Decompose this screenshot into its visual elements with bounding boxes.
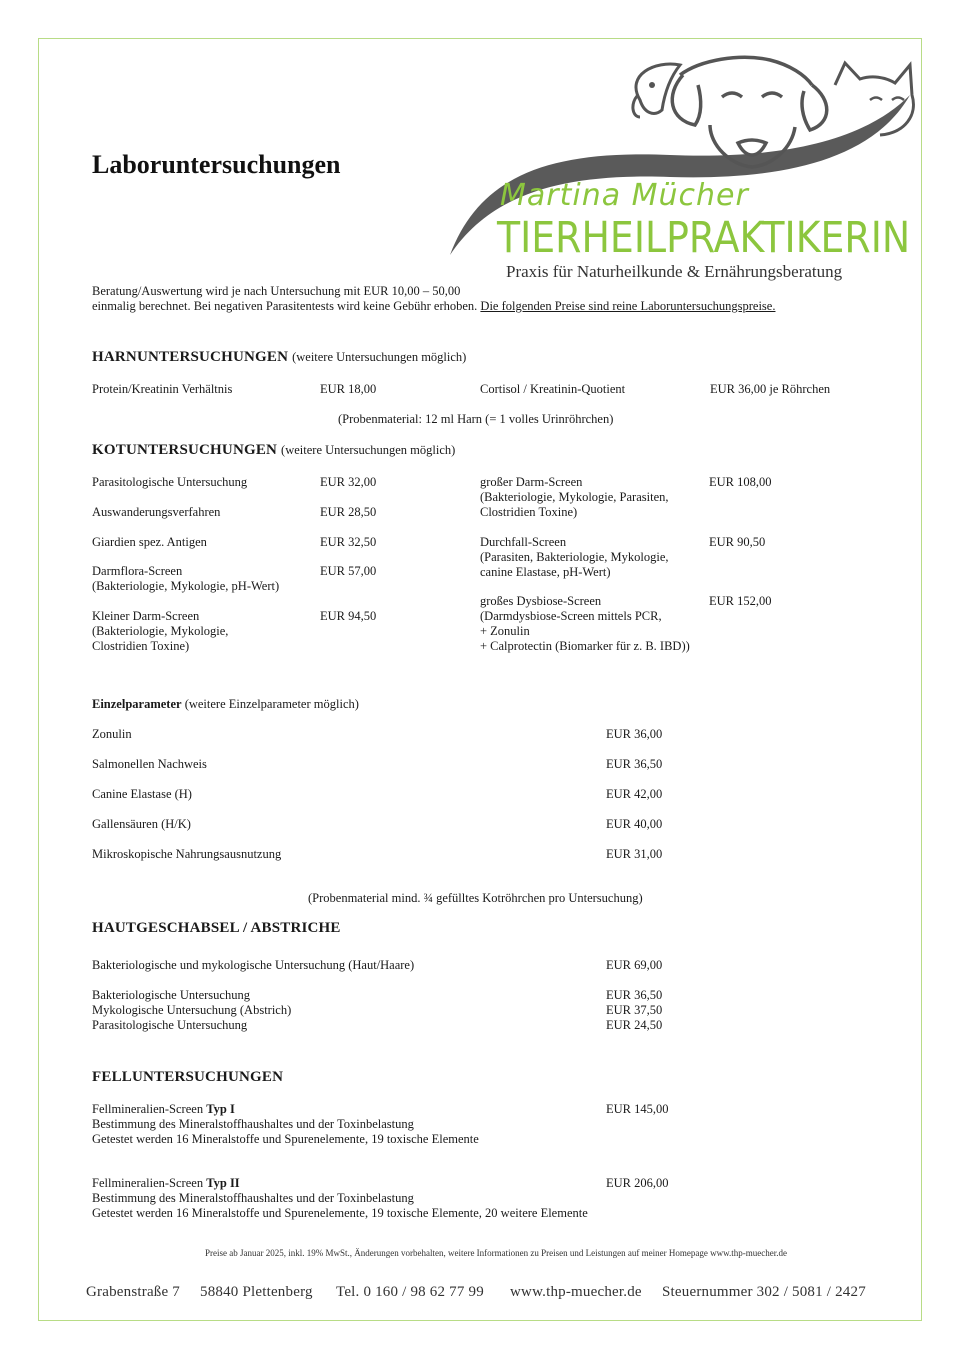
- kot-left-item: Darmflora-Screen (Bakteriologie, Mykologie, pH-Wert): [92, 564, 280, 593]
- kot-left-item: Parasitologische Untersuchung: [92, 475, 248, 489]
- kot-right-price: EUR 90,50: [709, 535, 766, 549]
- einzel-item-name: Mikroskopische Nahrungsausnutzung: [92, 847, 282, 861]
- intro-line-2: einmalig berechnet. Bei negativen Parasitentests wird keine Gebühr erhoben. Die folgenden Preise sind reine Laboruntersuchungspreise.: [92, 299, 776, 313]
- haut-heading: HAUTGESCHABSEL / ABSTRICHE: [92, 920, 341, 936]
- haut-item-name: Parasitologische Untersuchung: [92, 1018, 248, 1032]
- harn-heading: HARNUNTERSUCHUNGEN (weitere Untersuchungen möglich): [92, 349, 467, 365]
- logo-profession: TIERHEILPRAKTIKERIN: [497, 213, 911, 263]
- logo-name: Martina Mücher: [500, 178, 749, 213]
- harn-item-price: EUR 18,00: [320, 382, 377, 396]
- footer-street: Grabenstraße 7: [86, 1284, 181, 1300]
- kot-left-item: Auswanderungsverfahren: [92, 505, 221, 519]
- einzel-item-name: Gallensäuren (H/K): [92, 817, 191, 831]
- fell-heading: FELLUNTERSUCHUNGEN: [92, 1069, 284, 1085]
- footer-web[interactable]: www.thp-muecher.de: [510, 1284, 642, 1300]
- haut-item-price: EUR 36,50: [606, 988, 663, 1002]
- footer-city: 58840 Plettenberg: [200, 1284, 313, 1300]
- kot-right-item: Durchfall-Screen (Parasiten, Bakteriologie, Mykologie, canine Elastase, pH-Wert): [480, 535, 669, 579]
- kot-left-price: EUR 57,00: [320, 564, 377, 578]
- einzel-item-name: Canine Elastase (H): [92, 787, 192, 801]
- einzel-item-price: EUR 40,00: [606, 817, 663, 831]
- price-note: Preise ab Januar 2025, inkl. 19% MwSt., Änderungen vorbehalten, weitere Informationen zu Preisen und Leistungen auf meiner Homepage www.thp-muecher.de: [205, 1248, 787, 1258]
- dog-icon: [680, 57, 812, 85]
- einzel-item-price: EUR 36,00: [606, 727, 663, 741]
- haut-item-name: Mykologische Untersuchung (Abstrich): [92, 1003, 292, 1017]
- einzel-item-name: Zonulin: [92, 727, 132, 741]
- haut-item-name: Bakteriologische Untersuchung: [92, 988, 250, 1002]
- kot-right-price: EUR 108,00: [709, 475, 772, 489]
- einzel-item-name: Salmonellen Nachweis: [92, 757, 207, 771]
- fell-item: Fellmineralien-Screen Typ II Bestimmung des Mineralstoffhaushaltes und der Toxinbelastung Getestet werden 16 Mineralstoffe und Spurenelemente, 19 toxische Elemente, 20 weitere Elemente: [92, 1176, 588, 1220]
- fell-item-price: EUR 206,00: [606, 1176, 669, 1190]
- logo-tagline: Praxis für Naturheilkunde & Ernährungsberatung: [506, 262, 843, 281]
- einzel-item-price: EUR 31,00: [606, 847, 663, 861]
- kot-left-price: EUR 28,50: [320, 505, 377, 519]
- harn-item-price: EUR 36,00 je Röhrchen: [710, 382, 831, 396]
- kot-left-price: EUR 94,50: [320, 609, 377, 623]
- haut-item-price: EUR 37,50: [606, 1003, 663, 1017]
- footer-phone: Tel. 0 160 / 98 62 77 99: [336, 1284, 484, 1300]
- page-title: Laboruntersuchungen: [92, 150, 341, 179]
- harn-item-name: Cortisol / Kreatinin-Quotient: [480, 382, 626, 396]
- kot-left-price: EUR 32,50: [320, 535, 377, 549]
- einzel-item-price: EUR 36,50: [606, 757, 663, 771]
- haut-item-name: Bakteriologische und mykologische Untersuchung (Haut/Haare): [92, 958, 415, 972]
- intro-underlined: Die folgenden Preise sind reine Laboruntersuchungspreise.: [480, 299, 776, 313]
- kot-right-item: großes Dysbiose-Screen (Darmdysbiose-Screen mittels PCR, + Zonulin + Calprotectin (Biomarker für z. B. IBD)): [480, 594, 690, 653]
- haut-item-price: EUR 24,50: [606, 1018, 663, 1032]
- kot-left-item: Kleiner Darm-Screen (Bakteriologie, Mykologie, Clostridien Toxine): [92, 609, 229, 653]
- kot-right-item: großer Darm-Screen (Bakteriologie, Mykologie, Parasiten, Clostridien Toxine): [480, 475, 669, 519]
- einzel-heading: Einzelparameter (weitere Einzelparameter möglich): [92, 697, 359, 711]
- haut-item-price: EUR 69,00: [606, 958, 663, 972]
- harn-material: (Probenmaterial: 12 ml Harn (= 1 volles Urinröhrchen): [338, 412, 614, 426]
- einzel-material: (Probenmaterial mind. ¾ gefülltes Kotröhrchen pro Untersuchung): [308, 891, 643, 905]
- kot-heading: KOTUNTERSUCHUNGEN (weitere Untersuchungen möglich): [92, 442, 456, 458]
- kot-left-price: EUR 32,00: [320, 475, 377, 489]
- einzel-item-price: EUR 42,00: [606, 787, 663, 801]
- fell-item-price: EUR 145,00: [606, 1102, 669, 1116]
- kot-left-item: Giardien spez. Antigen: [92, 535, 207, 549]
- harn-item-name: Protein/Kreatinin Verhältnis: [92, 382, 233, 396]
- intro-line-1: Beratung/Auswertung wird je nach Untersuchung mit EUR 10,00 – 50,00: [92, 284, 461, 298]
- fell-item: Fellmineralien-Screen Typ I Bestimmung des Mineralstoffhaushaltes und der Toxinbelastung Getestet werden 16 Mineralstoffe und Spurenelemente, 19 toxische Elemente: [92, 1102, 479, 1146]
- footer-tax: Steuernummer 302 / 5081 / 2427: [662, 1284, 866, 1300]
- kot-right-price: EUR 152,00: [709, 594, 772, 608]
